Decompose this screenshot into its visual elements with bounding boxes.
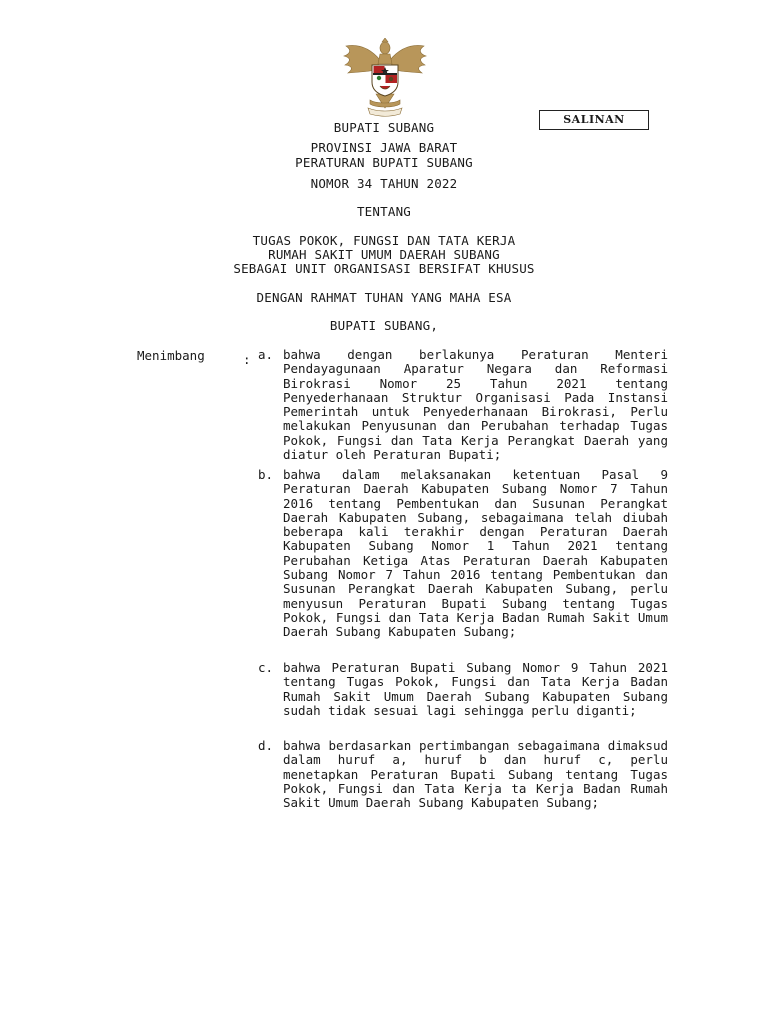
regulation-type: PERATURAN BUPATI SUBANG [295, 155, 473, 170]
considering-colon: : [243, 352, 251, 367]
subject-line-3: SEBAGAI UNIT ORGANISASI BERSIFAT KHUSUS [233, 261, 535, 276]
garuda-emblem-icon [340, 38, 430, 118]
regent-line: BUPATI SUBANG, [329, 318, 439, 333]
item-letter: d. [258, 738, 274, 753]
considering-label: Menimbang [137, 348, 205, 363]
item-letter: c. [258, 660, 274, 675]
consideration-item: bahwa Peraturan Bupati Subang Nomor 9 Tahun 2021 tentang Tugas Pokok, Fungsi dan Tata Kerja Badan Rumah Sakit Umum Daerah Subang Kabupaten Subang sudah tidak sesuai lagi sehingga perlu diganti; [283, 660, 668, 718]
item-letter: a. [258, 347, 274, 362]
grace-line: DENGAN RAHMAT TUHAN YANG MAHA ESA [256, 290, 512, 305]
salinan-stamp: SALINAN [539, 110, 649, 130]
province-line: PROVINSI JAWA BARAT [310, 140, 458, 155]
regulation-number: NOMOR 34 TAHUN 2022 [310, 176, 458, 191]
issuer-title: BUPATI SUBANG [333, 120, 435, 135]
tentang-label: TENTANG [356, 204, 412, 219]
consideration-item: bahwa berdasarkan pertimbangan sebagaimana dimaksud dalam huruf a, huruf b dan huruf c, perlu menetapkan Peraturan Bupati Subang tentang Tugas Pokok, Fungsi dan Tata Kerja ta Kerja Badan Rumah Sakit Umum Daerah Subang Kabupaten Subang; [283, 738, 668, 811]
consideration-item: bahwa dengan berlakunya Peraturan Menteri Pendayagunaan Aparatur Negara dan Reformasi Birokrasi Nomor 25 Tahun 2021 tentang Penyederhanaan Struktur Organisasi Pada Instansi Pemerintah untuk Penyederhanaan Birokrasi, Perlu melakukan Penyusunan dan Perubahan terhadap Tugas Pokok, Fungsi dan Tata Kerja Perangkat Daerah yang diatur oleh Peraturan Bupati; [283, 347, 668, 463]
subject-line-1: TUGAS POKOK, FUNGSI DAN TATA KERJA [252, 233, 516, 248]
item-letter: b. [258, 467, 274, 482]
consideration-item: bahwa dalam melaksanakan ketentuan Pasal 9 Peraturan Daerah Kabupaten Subang Nomor 7 Tahun 2016 tentang Pembentukan dan Susunan Perangkat Daerah Kabupaten Subang, sebagaimana telah diubah beberapa kali terakhir dengan Peraturan Daerah Kabupaten Subang Nomor 1 Tahun 2021 tentang Perubahan Ketiga Atas Peraturan Daerah Kabupaten Subang Nomor 7 Tahun 2016 tentang Pembentukan dan Susunan Perangkat Daerah Kabupaten Subang, perlu menyusun Peraturan Bupati Subang tentang Tugas Pokok, Fungsi dan Tata Kerja Badan Rumah Sakit Umum Daerah Subang Kabupaten Subang; [283, 467, 668, 640]
subject-line-2: RUMAH SAKIT UMUM DAERAH SUBANG [268, 247, 500, 262]
